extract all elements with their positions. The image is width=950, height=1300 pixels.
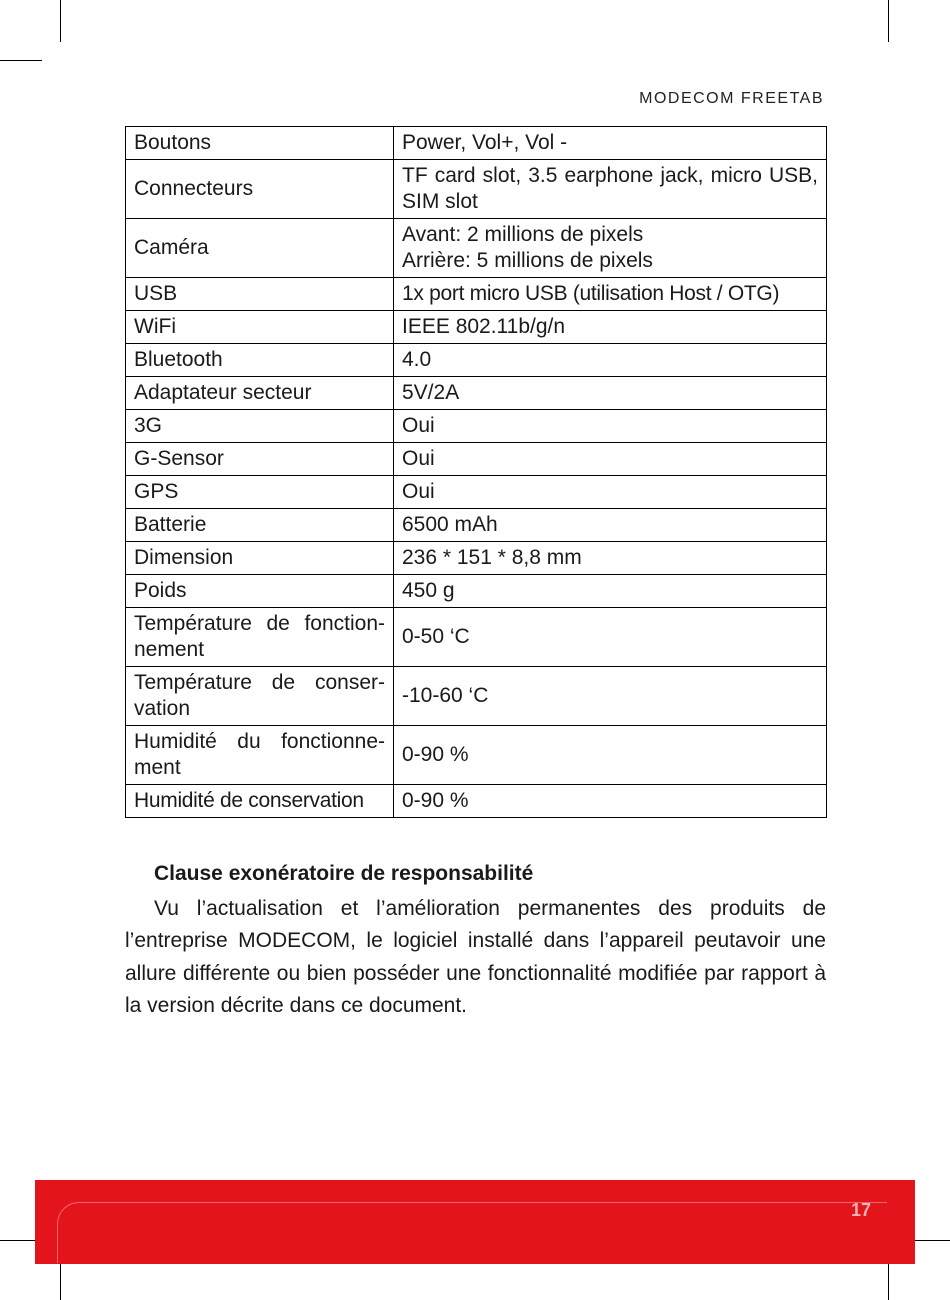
spec-value: Oui [394,476,827,509]
spec-table [125,126,827,818]
crop-mark [0,60,42,61]
spec-label: Température de fonction-nement [126,608,394,667]
table-row [126,160,827,219]
table-row [126,726,827,785]
spec-value: 0-50 ‘C [394,608,827,667]
footer-band [35,1180,915,1264]
spec-label: G-Sensor [126,443,394,476]
table-row [126,509,827,542]
spec-value: 4.0 [394,344,827,377]
table-row [126,608,827,667]
disclaimer-section [125,858,826,1023]
table-row [126,311,827,344]
spec-value: 450 g [394,575,827,608]
table-row [126,443,827,476]
footer-decoration [57,1202,887,1263]
crop-mark [888,1258,889,1300]
spec-label: 3G [126,410,394,443]
spec-label: Poids [126,575,394,608]
spec-label: Humidité de conservation [126,785,394,818]
disclaimer-body: Vu l’actualisation et l’amélioration permanentes des produits de l’entreprise MODECOM, le logiciel installé dans l’appareil peutavoir une allure différente ou bien posséder une fonctionnalité modifiée par rapport à la version décrite dans ce document. [125,896,826,1017]
spec-label: Adaptateur secteur [126,377,394,410]
page-number: 17 [850,1200,871,1220]
table-row [126,785,827,818]
running-header: MODECOM FREETAB [639,90,824,107]
spec-value: -10-60 ‘C [394,667,827,726]
disclaimer-title: Clause exonératoire de responsabilité [154,862,534,885]
spec-value: 6500 mAh [394,509,827,542]
spec-value: Avant: 2 millions de pixels [402,223,644,246]
spec-label: Batterie [126,509,394,542]
spec-value: Arrière: 5 millions de pixels [402,249,653,272]
spec-label: Caméra [126,219,394,278]
spec-label: USB [126,278,394,311]
spec-value: TF card slot, 3.5 earphone jack, micro USB, SIM slot [394,160,827,219]
crop-mark [60,0,61,42]
spec-value: Oui [394,410,827,443]
spec-label: Température de conser-vation [126,667,394,726]
crop-mark [60,1258,61,1300]
table-row [126,667,827,726]
table-row [126,575,827,608]
table-row [126,410,827,443]
table-row [126,219,827,278]
spec-label: Humidité du fonctionne-ment [126,726,394,785]
spec-value: 5V/2A [394,377,827,410]
spec-value: IEEE 802.11b/g/n [394,311,827,344]
table-row [126,377,827,410]
table-row [126,127,827,160]
spec-label: Bluetooth [126,344,394,377]
spec-value: 236 * 151 * 8,8 mm [394,542,827,575]
table-row [126,344,827,377]
spec-value: 0-90 % [394,726,827,785]
spec-label: Boutons [126,127,394,160]
spec-value: Oui [394,443,827,476]
crop-mark [888,0,889,42]
table-row [126,278,827,311]
spec-value: 0-90 % [394,785,827,818]
spec-label: Connecteurs [126,160,394,219]
spec-label: Dimension [126,542,394,575]
spec-value: 1x port micro USB (utilisation Host / OTG) [394,278,827,311]
spec-value: Power, Vol+, Vol - [394,127,827,160]
spec-value-cell [394,219,827,278]
spec-label: WiFi [126,311,394,344]
spec-label: GPS [126,476,394,509]
table-row [126,542,827,575]
table-row [126,476,827,509]
